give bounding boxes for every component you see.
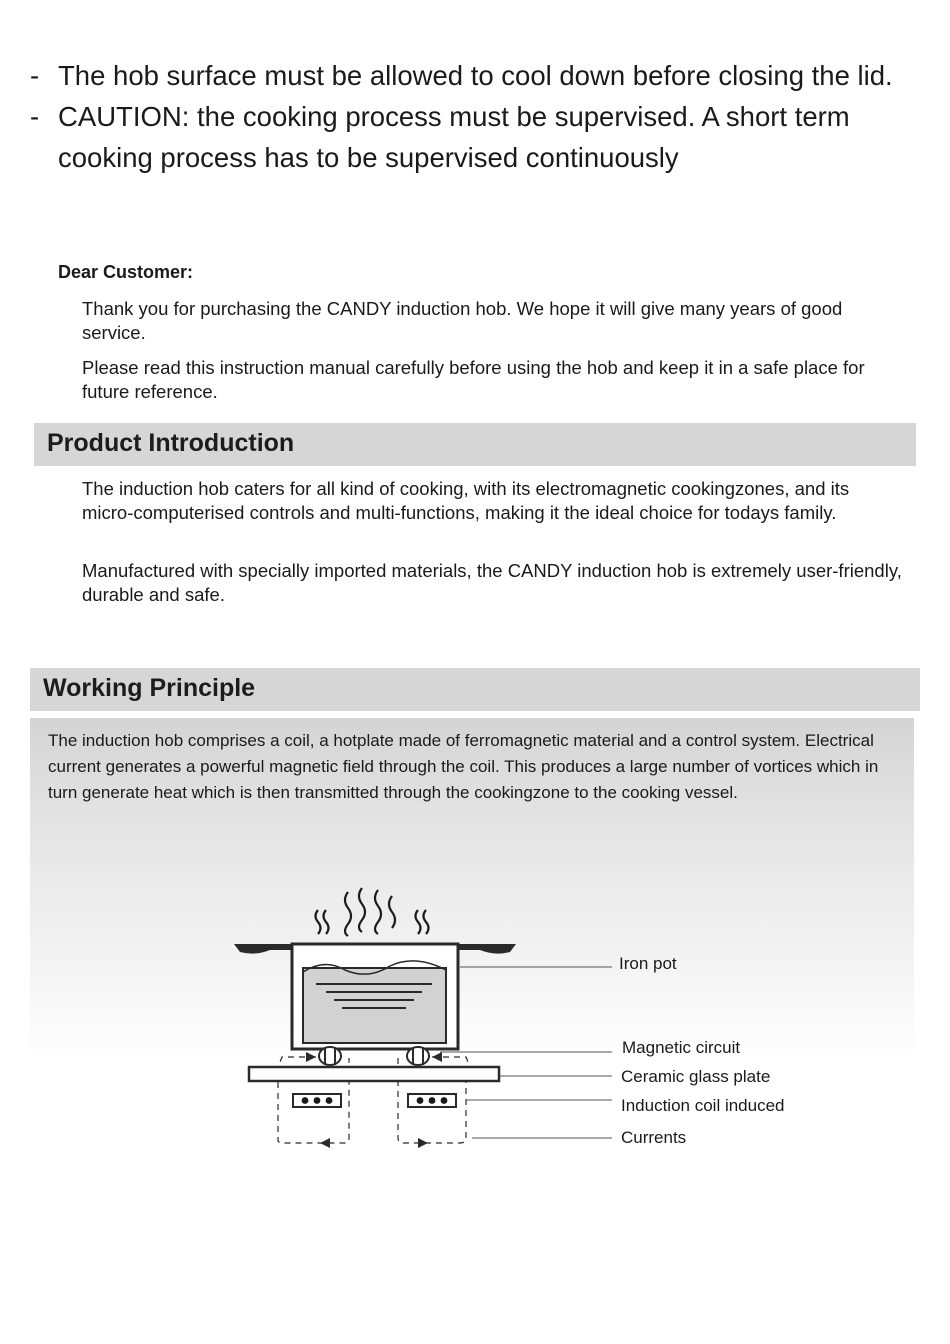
greeting-title: Dear Customer: [58,262,194,282]
diagram-label-iron-pot: Iron pot [619,954,677,973]
product-intro-paragraph-materials: Manufactured with specially imported materials, the CANDY induction hob is extremely user-friendly, durable and safe. [82,560,902,605]
section-header-working-principle [30,668,920,711]
section-header-product-introduction [34,423,916,466]
section-title: Product Introduction [47,429,295,457]
safety-note-cool-down [30,55,925,96]
safety-note-caution [30,96,925,178]
safety-note-text: The hob surface must be allowed to cool down before closing the lid. [58,60,893,91]
diagram-label-ceramic-glass-plate: Ceramic glass plate [621,1067,771,1086]
safety-notes [30,55,925,178]
product-intro-paragraph-cooking: The induction hob caters for all kind of cooking, with its electromagnetic cookingzones, and its micro-computerised controls and multi-functions, making it the ideal choice for todays family. [82,478,850,523]
diagram-label-induction-coil-induced: Induction coil induced [621,1096,785,1115]
working-principle-text: The induction hob comprises a coil, a hotplate made of ferromagnetic material and a control system. Electrical current generates a powerful magnetic field through the coil. This produces a large number of vortices which in turn generate heat which is then transmitted through the cookingzone to the cooking vessel. [48,731,879,802]
greeting-paragraph-thanks: Thank you for purchasing the CANDY induction hob. We hope it will give many years of good service. [82,298,843,343]
ceramic-glass-plate-icon [249,1067,499,1081]
bullet-dash: - [30,101,40,132]
induction-coil-icon [293,1094,456,1107]
steam-icon [316,888,429,936]
bullet-dash: - [30,60,40,91]
diagram-label-magnetic-circuit: Magnetic circuit [622,1038,741,1057]
greeting-paragraph-read-manual: Please read this instruction manual carefully before using the hob and keep it in a safe place for future reference. [82,357,865,402]
diagram-label-currents: Currents [621,1128,687,1147]
induction-diagram [0,870,950,1160]
safety-note-text: CAUTION: the cooking process must be supervised. A short term cooking process has to be supervised continuously [58,101,850,173]
section-title: Working Principle [43,674,256,702]
iron-pot-icon [234,944,516,1049]
